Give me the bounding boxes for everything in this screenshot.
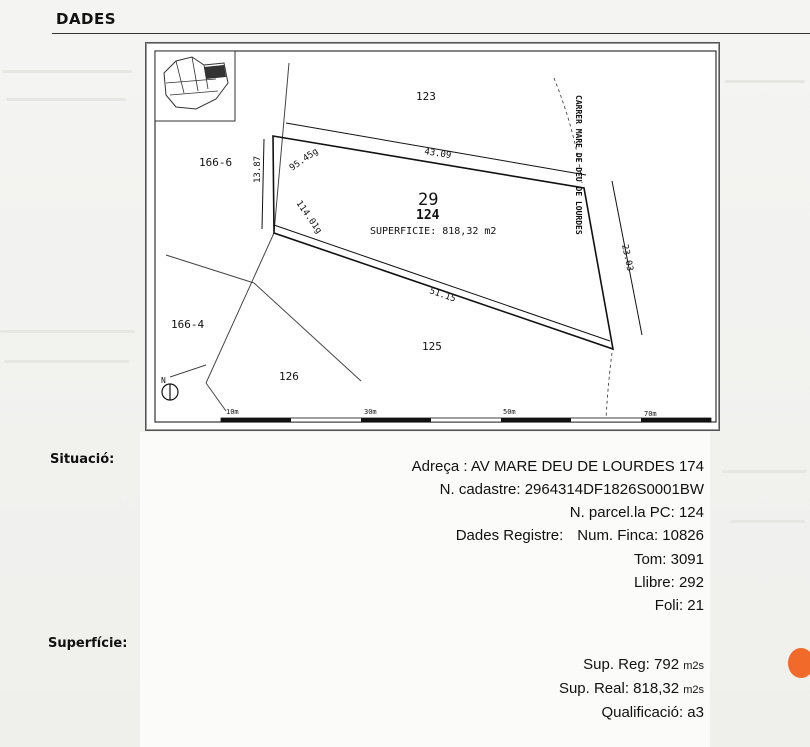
boundary-line [206,233,274,383]
plan-drawing [146,43,719,430]
dimension-label: 23.03 [619,243,635,273]
bg-texture-line [2,70,132,73]
neighbor-label: 123 [416,90,436,103]
dimension-label: 51.15 [428,286,457,305]
unit-label: m2s [683,684,704,696]
sup-reg-value: Sup. Reg: 792 [583,656,684,673]
scale-label: 70m [644,410,657,418]
llibre-line: Llibre: 292 [633,574,704,591]
registre-line [456,527,704,544]
bg-texture-line [6,98,126,101]
info-panel [140,432,710,747]
title-rule [52,33,810,34]
orange-marker [788,648,810,678]
finca-value: Num. Finca: 10826 [577,527,704,544]
neighbor-label: 125 [422,340,442,353]
parcela-line: N. parcel.la PC: 124 [569,504,704,521]
dimension-label: 13.87 [253,155,263,183]
bg-texture-line [725,80,805,83]
scale-label: 30m [364,408,377,416]
neighbor-label: 166-6 [199,156,233,169]
sup-reg-line [583,656,704,673]
boundary-line [166,255,254,283]
cadastre-line: N. cadastre: 2964314DF1826S0001BW [439,481,704,498]
scale-label: 10m [226,408,239,416]
bg-texture-line [0,330,135,333]
section-title: DADES [56,10,117,28]
dimension-label: 43.09 [423,147,452,162]
bg-texture-line [722,470,807,473]
neighbor-label: 126 [279,370,299,383]
parcel-pc-number: 124 [416,208,440,223]
locator-inset [155,51,235,121]
boundary-line [170,365,206,377]
dimension-line [274,225,610,341]
address-line: Adreça : AV MARE DEU DE LOURDES 174 [411,458,704,475]
svg-text:N: N [161,376,166,385]
sup-real-value: Sup. Real: 818,32 [558,680,684,697]
foli-line: Foli: 21 [654,597,704,614]
bg-texture-line [4,360,129,363]
qualificacio-line: Qualificació: a3 [601,704,704,721]
north-arrow-icon [161,376,178,400]
scale-bar [221,408,711,422]
superficie-label: Superfície: [48,636,128,651]
neighbor-label: 166-4 [171,318,205,331]
street-label: CARRER MARE DE DEU DE LOURDES [574,95,583,235]
cadastral-plan [145,42,720,431]
boundary-line [254,283,361,381]
dimension-line [262,139,264,229]
boundary-line [274,63,289,233]
street-edge [606,353,612,419]
registre-label: Dades Registre: [455,527,564,544]
dimension-label: 114.01g [293,198,324,236]
sup-real-line [559,680,704,697]
parcel-number: 29 [418,190,439,210]
bg-texture-line [730,520,805,523]
situacio-label: Situació: [50,452,115,467]
scale-label: 50m [503,408,516,416]
tom-line: Tom: 3091 [633,551,704,568]
dimension-label: 95.45g [287,146,321,174]
boundary-line [206,383,226,411]
unit-label: m2s [683,660,704,672]
parcel-area: SUPERFICIE: 818,32 m2 [370,226,497,237]
